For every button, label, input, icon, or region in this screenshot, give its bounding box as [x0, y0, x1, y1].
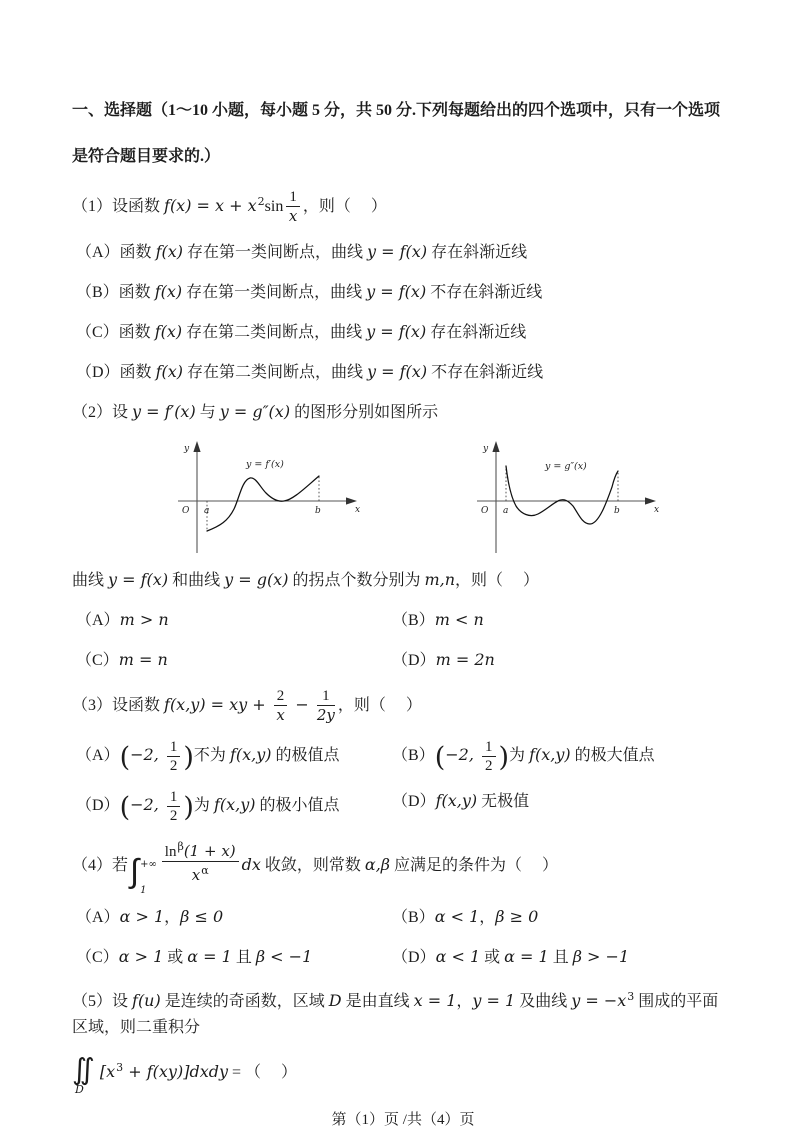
math-run: β < −1 [255, 947, 313, 966]
math-run: dx [241, 855, 261, 874]
text-run: 1 [169, 739, 178, 755]
q5-stem [72, 984, 734, 1041]
text-run: 2 [276, 688, 285, 704]
q1-stem [72, 188, 734, 226]
text-run: 的极小值点 [255, 797, 340, 814]
fraction-denominator [167, 757, 181, 775]
math-run: y = f(x) [367, 242, 428, 261]
q2-options-row-1-left [76, 607, 392, 634]
math-run: [x [99, 1062, 116, 1081]
text-run: 或 [480, 949, 505, 966]
fraction-numerator [482, 738, 496, 757]
integral-upper-limit: +∞ [140, 859, 157, 870]
q2-continuation [72, 567, 734, 594]
fraction [274, 687, 288, 725]
x-axis-label: x [654, 505, 660, 515]
math-run: α < 1 [434, 907, 480, 926]
text-run: 存在第一类间断点，曲线 [182, 284, 367, 301]
text-run: 曲线 [72, 572, 109, 589]
math-run: f(x,y) [229, 745, 272, 764]
math-run: y = f(x) [366, 322, 427, 341]
big-paren: ) [498, 742, 510, 773]
text-run: （D）函数 [76, 364, 156, 381]
text-run: 围成的平面区域，则二重积分 [72, 993, 719, 1036]
text-run: （4）若 [72, 857, 129, 874]
q4-options-row-1 [72, 904, 734, 931]
math-run: f(x) [155, 242, 183, 261]
math-run: y = g″(x) [219, 402, 291, 421]
text-run: （1）设函数 [72, 198, 165, 215]
text-run: ， [164, 909, 181, 926]
b-tick-label: b [315, 506, 321, 516]
text-run: 2 [169, 808, 178, 824]
fraction-numerator [162, 838, 239, 862]
text-run: 的极值点 [271, 747, 340, 764]
text-run: 为 [509, 747, 530, 764]
text-run: （A） [76, 612, 120, 629]
f-prime-curve [207, 476, 319, 531]
text-run: 是由直线 [341, 993, 414, 1010]
math-run: f(x) [154, 322, 183, 341]
text-run: 2 [169, 758, 178, 774]
text-run: （A） [76, 909, 120, 926]
page-footer: 第（1）页 /共（4）页 [331, 1112, 475, 1128]
text-run: （B） [392, 612, 435, 629]
fraction-denominator [482, 757, 496, 775]
q3-options-row-2-left [76, 788, 392, 825]
y-axis-label: y [184, 444, 190, 454]
fraction-denominator [162, 862, 239, 885]
text-run: 的拐点个数分别为 [288, 572, 425, 589]
text-run: ， [456, 993, 473, 1010]
q3-stem [72, 687, 734, 725]
integral-limits [140, 852, 157, 896]
q1-option-b [72, 279, 734, 306]
fraction-numerator [167, 738, 181, 757]
fraction-denominator [317, 706, 335, 725]
math-run: x = 1 [413, 991, 457, 1010]
math-run: (1 + x) [183, 842, 236, 860]
curve-label: y = f′(x) [246, 459, 284, 470]
text-run: 存在斜渐近线 [427, 244, 528, 261]
y-axis-arrow [492, 441, 499, 452]
fraction-numerator [274, 687, 288, 706]
text-run: 和曲线 [168, 572, 225, 589]
text-run: 存在第二类间断点，曲线 [183, 364, 368, 381]
math-run: β ≤ 0 [180, 907, 224, 926]
text-run: 不为 [193, 747, 230, 764]
text-run: 1 [289, 189, 297, 205]
math-run: α = 1 [504, 947, 549, 966]
math-run: + f(xy)]dxdy [123, 1062, 228, 1081]
big-paren: ( [119, 742, 131, 773]
text-run: sin [264, 198, 284, 215]
text-run: 无极值 [477, 793, 530, 810]
text-run: ， [479, 909, 496, 926]
q4-options-row-2-right [392, 944, 734, 971]
text-run: （3）设函数 [72, 697, 165, 714]
q4-options-row-2 [72, 944, 734, 971]
math-run: f(x) [154, 282, 183, 301]
math-run: x [276, 706, 285, 724]
big-paren: ( [119, 792, 131, 823]
q2-figures [72, 439, 734, 557]
math-run: y = f(x) [108, 570, 169, 589]
fraction-numerator [167, 788, 181, 807]
q2-figure-right-graph [471, 439, 666, 557]
math-run: α,β [364, 855, 391, 874]
math-run: 2y [316, 706, 335, 724]
q2-figure-left-graph [172, 439, 367, 557]
y-axis-label: y [483, 444, 489, 454]
q1-option-c [72, 319, 734, 346]
text-run: ，则（ ） [337, 697, 422, 714]
superscript: 2 [257, 195, 265, 208]
text-run: （A） [76, 747, 120, 764]
text-run: 与 [195, 404, 220, 421]
text-run: 存在第一类间断点，曲线 [183, 244, 368, 261]
text-run: 的图形分别如图所示 [290, 404, 439, 421]
text-run: 的极大值点 [570, 747, 655, 764]
math-run: y = g(x) [224, 570, 289, 589]
text-run: 存在斜渐近线 [426, 324, 527, 341]
superscript: α [201, 864, 209, 877]
big-paren: ) [183, 742, 194, 773]
text-run: （D） [392, 793, 436, 810]
fraction [286, 188, 300, 226]
q2-options-row-2 [72, 647, 734, 674]
math-run: f(u) [132, 991, 161, 1010]
text-run: 1 [485, 739, 493, 755]
text-run: = （ ） [228, 1064, 298, 1081]
text-run: （B） [392, 909, 435, 926]
text-run: 且 [548, 949, 573, 966]
fraction [167, 788, 181, 825]
fraction-denominator [286, 207, 300, 226]
text-run: （2）设 [72, 404, 133, 421]
big-paren: ) [183, 792, 194, 823]
q2-options-row-1 [72, 607, 734, 634]
math-run: −2, [130, 795, 164, 814]
text-run: （D） [392, 652, 436, 669]
q3-options-row-1-right [392, 738, 734, 775]
x-axis-label: x [355, 505, 361, 515]
text-run: 1 [169, 789, 178, 805]
text-run: 及曲线 [515, 993, 572, 1010]
text-run: （C） [76, 949, 119, 966]
q4-options-row-2-left [76, 944, 392, 971]
q2-stem [72, 399, 734, 426]
math-run: α > 1 [119, 907, 165, 926]
text-run: 2 [485, 758, 493, 774]
g-double-prime-curve [506, 466, 618, 524]
fraction-denominator [167, 807, 181, 825]
integral [130, 851, 157, 896]
math-run: f(x,y) [435, 791, 478, 810]
q4-options-row-1-left [76, 904, 392, 931]
q4-options-row-1-right [392, 904, 734, 931]
q3-options-row-2 [72, 788, 734, 825]
superscript: β [177, 840, 184, 853]
text-run: （C）函数 [76, 324, 155, 341]
section-heading [72, 88, 734, 180]
text-run: 一、选择题（1～10 小题，每小题 5 分，共 50 分.下列每题给出的四个选项中，只有一个选项是符合题目要求的.） [72, 102, 721, 165]
origin-label: O [481, 506, 489, 516]
math-run: m,n [424, 570, 456, 589]
a-tick-label: a [503, 506, 509, 516]
q1-option-a [72, 239, 734, 266]
math-run: D [328, 991, 342, 1010]
q2-options-row-1-right [392, 607, 734, 634]
q4-stem [72, 838, 734, 896]
text-run: （B）函数 [76, 284, 155, 301]
math-run: m > n [119, 610, 169, 629]
superscript: 3 [627, 990, 635, 1003]
math-run: f(x,y) = xy + [164, 695, 271, 714]
math-run: −2, [445, 745, 479, 764]
math-run: −2, [130, 745, 164, 764]
math-run: f(x) [155, 362, 183, 381]
text-run: 应满足的条件为（ ） [390, 857, 559, 874]
double-integral-sign: ∬ [72, 1052, 95, 1086]
origin-label: O [182, 506, 190, 516]
q3-options-row-1 [72, 738, 734, 775]
math-run: x [191, 866, 201, 884]
q2-options-row-2-left [76, 647, 392, 674]
q2-options-row-2-right [392, 647, 734, 674]
math-run: α = 1 [187, 947, 232, 966]
q5-integral-line [72, 1054, 734, 1095]
text-run: ，则（ ） [455, 572, 540, 589]
big-paren: ( [434, 742, 446, 773]
math-run: y = −x [571, 991, 627, 1010]
text-run: 不存在斜渐近线 [426, 284, 543, 301]
exam-content-bottom [72, 567, 734, 1095]
text-run: 存在第二类间断点，曲线 [182, 324, 367, 341]
text-run: 或 [163, 949, 188, 966]
math-run: y = f(x) [366, 282, 427, 301]
integral-sign: ∫ [130, 851, 140, 890]
curve-label: y = g″(x) [545, 461, 587, 472]
double-integral-domain: D [75, 1083, 84, 1096]
b-tick-label: b [614, 506, 620, 516]
text-run: （5）设 [72, 993, 133, 1010]
text-run: 1 [322, 688, 330, 704]
math-run: α < 1 [435, 947, 481, 966]
text-run: （B） [392, 747, 435, 764]
text-run: 且 [231, 949, 256, 966]
math-run: f(x,y) [529, 745, 571, 764]
text-run: （A）函数 [76, 244, 156, 261]
math-run: f(x) = x + x [164, 196, 257, 215]
math-run: m = n [118, 650, 168, 669]
text-run: ，则（ ） [302, 198, 387, 215]
text-run: 收敛，则常数 [260, 857, 365, 874]
math-run: β > −1 [572, 947, 630, 966]
text-run: 不存在斜渐近线 [427, 364, 544, 381]
fraction-denominator [274, 706, 288, 725]
fraction [162, 838, 239, 885]
fraction [482, 738, 496, 775]
q3-options-row-2-right [392, 788, 734, 825]
q3-options-row-1-left [76, 738, 392, 775]
q1-option-d [72, 359, 734, 386]
a-tick-label: a [204, 506, 210, 516]
math-run: f(x,y) [213, 795, 256, 814]
fraction-numerator [317, 687, 335, 706]
math-run: − [290, 695, 314, 714]
fraction-numerator [286, 188, 300, 207]
y-axis-arrow [193, 441, 200, 452]
fraction [317, 687, 335, 725]
text-run: （C） [76, 652, 119, 669]
math-run: m = 2n [435, 650, 495, 669]
text-run: （D） [392, 949, 436, 966]
math-run: α > 1 [118, 947, 164, 966]
math-run: m < n [434, 610, 484, 629]
x-axis-arrow [346, 497, 357, 504]
x-axis-arrow [645, 497, 656, 504]
double-integral [72, 1054, 95, 1095]
integral-lower-limit: 1 [140, 885, 147, 896]
math-run: y = f(x) [367, 362, 428, 381]
math-run: β ≥ 0 [495, 907, 539, 926]
exam-content-top [72, 88, 734, 426]
fraction [167, 738, 181, 775]
math-run: y = 1 [472, 991, 516, 1010]
text-run: ln [164, 844, 177, 860]
math-run: y = f′(x) [132, 402, 196, 421]
text-run: （D） [76, 797, 120, 814]
superscript: 3 [116, 1061, 124, 1074]
text-run: 是连续的奇函数，区域 [160, 993, 329, 1010]
math-run: x [288, 207, 298, 225]
text-run: 为 [193, 797, 214, 814]
